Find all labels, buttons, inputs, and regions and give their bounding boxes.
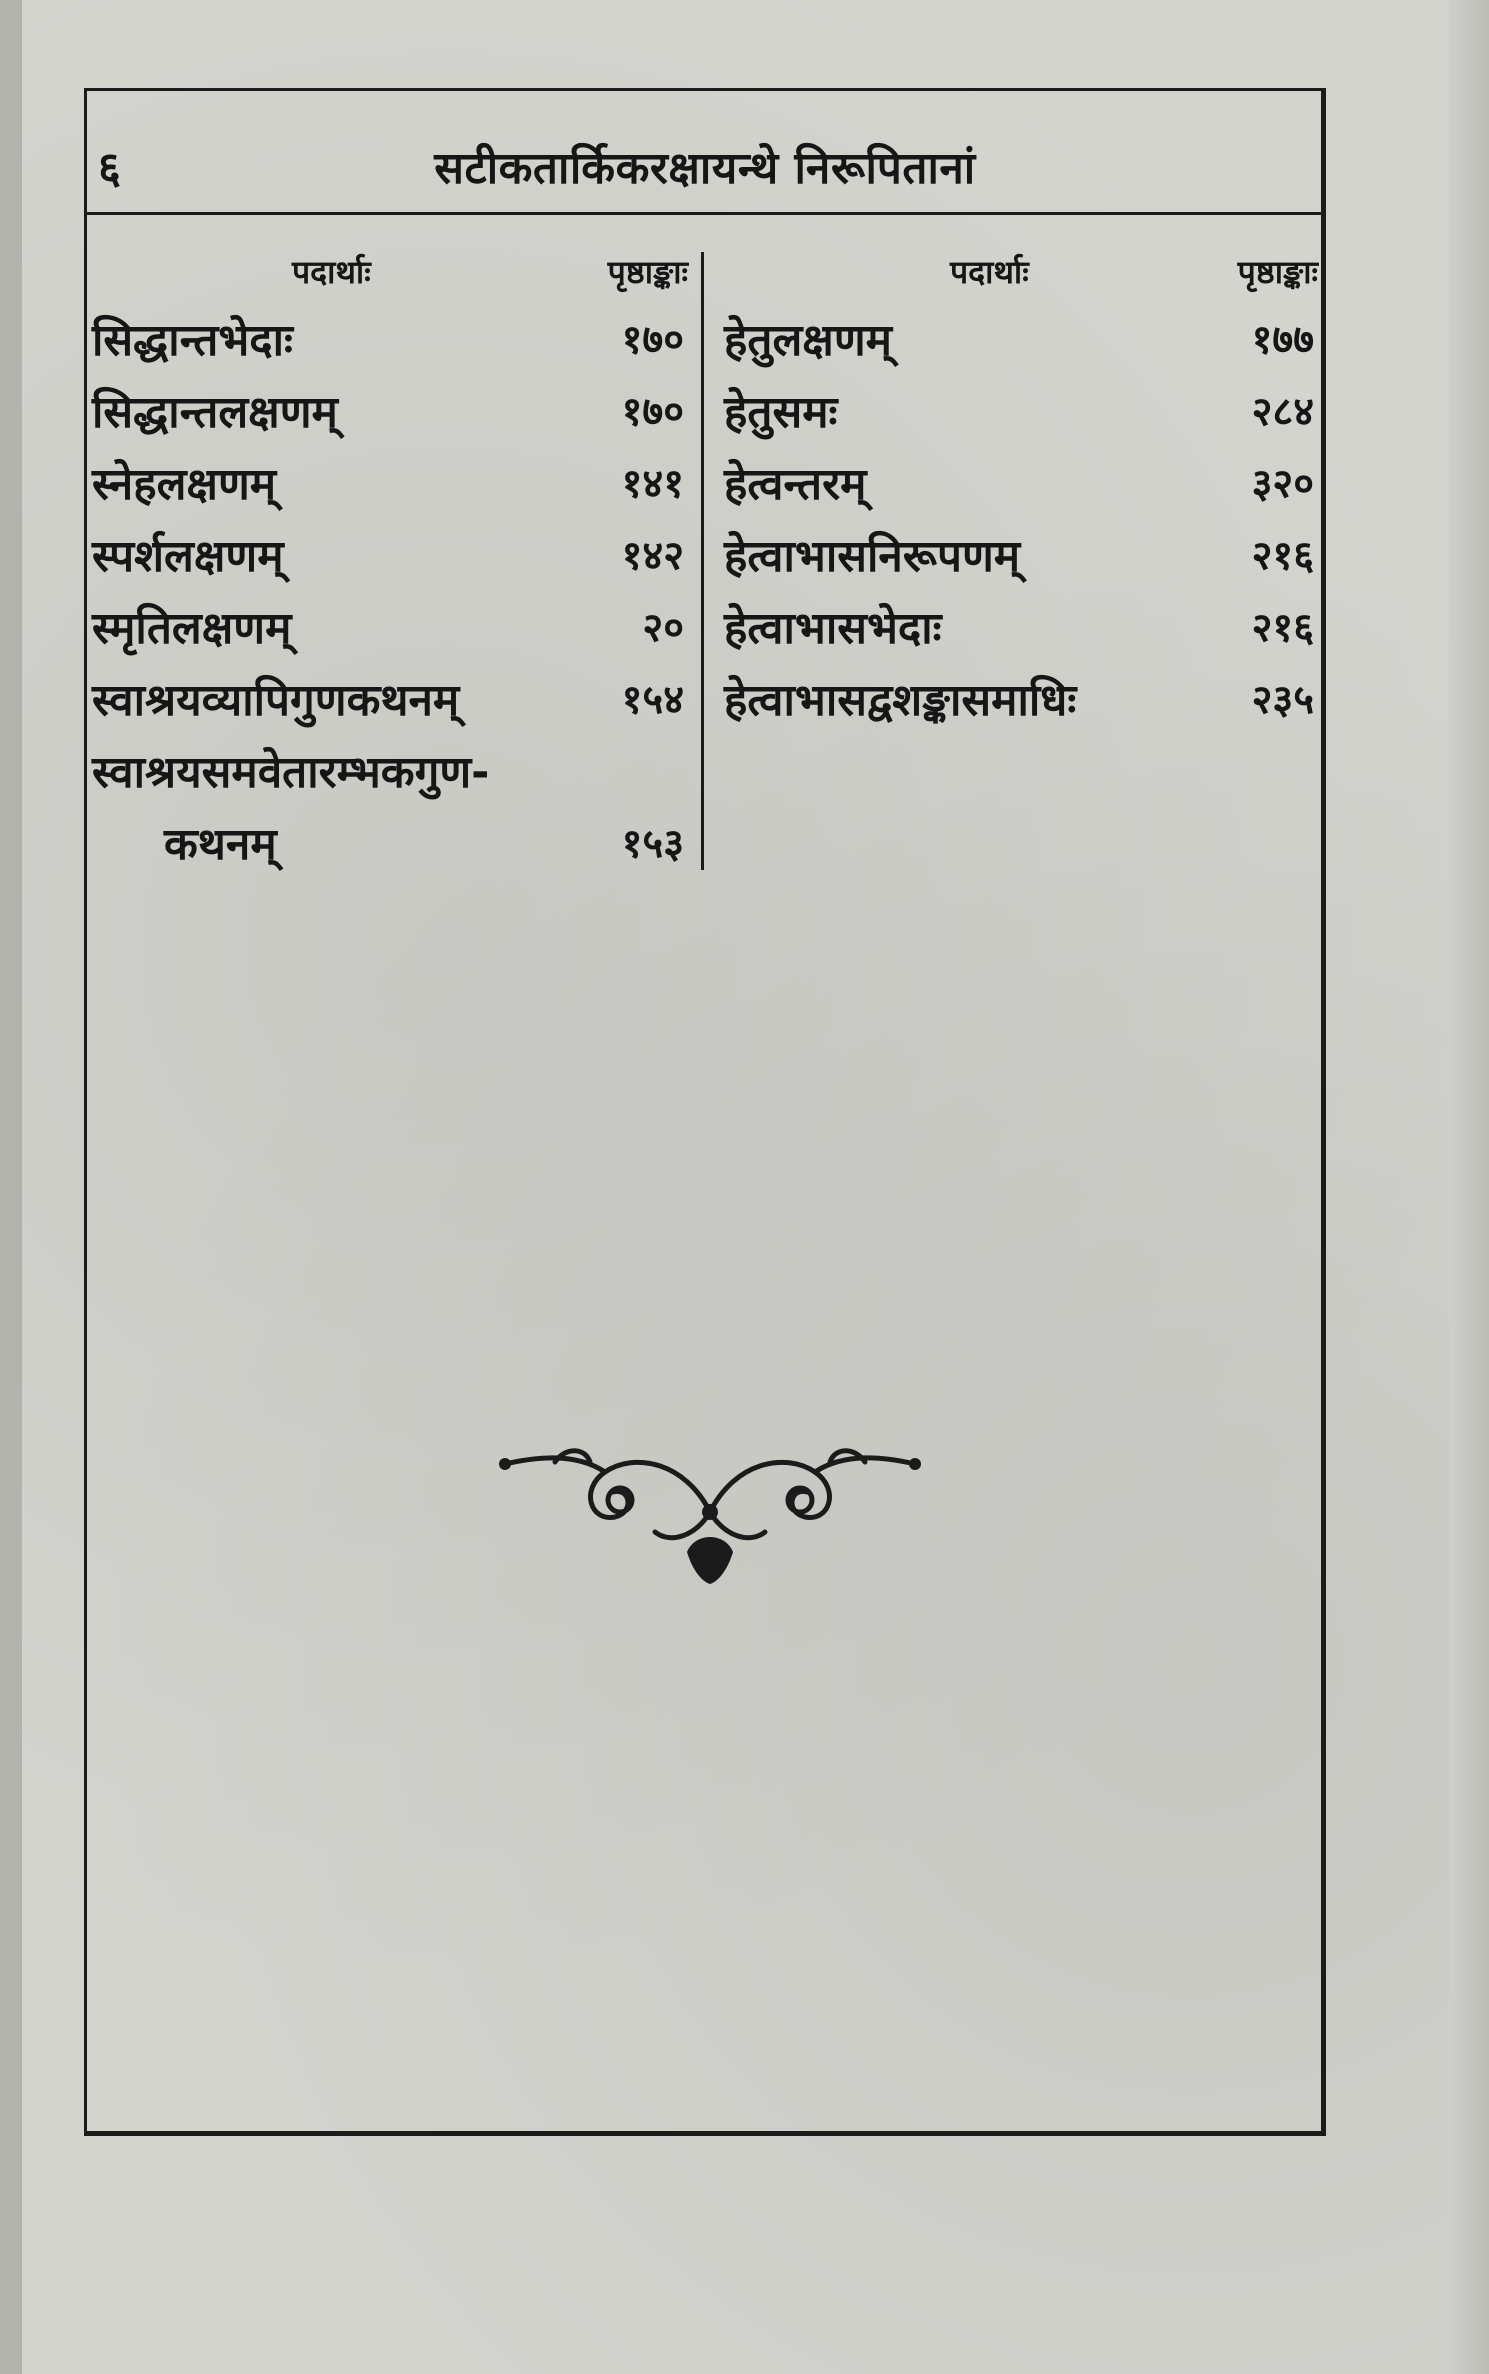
entry-page: १४२ — [621, 533, 684, 579]
index-entry — [724, 372, 1318, 444]
entry-name: कथनम् — [164, 819, 277, 870]
index-entry — [724, 588, 1318, 660]
entry-page: ३२० — [1251, 461, 1314, 507]
index-entry — [92, 372, 688, 444]
index-entry — [92, 300, 688, 372]
column-divider — [701, 252, 704, 870]
page-edge — [1449, 0, 1489, 2374]
page-number: ६ — [98, 143, 121, 194]
index-entry — [92, 588, 688, 660]
entry-name: हेतुसमः — [724, 387, 838, 438]
header-rule — [84, 212, 1326, 215]
index-entry — [92, 732, 688, 804]
entry-page: १७० — [621, 317, 684, 363]
entry-page: १५४ — [621, 677, 684, 723]
entry-name: हेत्वाभासद्वशङ्कासमाधिः — [724, 675, 1077, 726]
entry-name: स्मृतिलक्षणम् — [92, 603, 292, 654]
entry-name: स्पर्शलक्षणम् — [92, 531, 284, 582]
index-entry — [724, 444, 1318, 516]
column-heading — [724, 244, 1318, 300]
heading-pages: पृष्ठाङ्काः — [1237, 253, 1318, 291]
index-entry — [92, 660, 688, 732]
entry-name: सिद्धान्तलक्षणम् — [92, 387, 338, 438]
heading-topics: पदार्थाः — [950, 253, 1029, 291]
entry-name: हेत्वाभासभेदाः — [724, 603, 942, 654]
entry-name: हेत्वन्तरम् — [724, 459, 867, 510]
page-header — [84, 118, 1326, 208]
tailpiece-ornament — [495, 1432, 925, 1592]
entry-page: १७० — [621, 389, 684, 435]
entry-page: २३५ — [1251, 677, 1314, 723]
entry-name: हेत्वाभासनिरूपणम् — [724, 531, 1021, 582]
index-column-right — [724, 244, 1318, 732]
index-entry — [724, 300, 1318, 372]
entry-name: हेतुलक्षणम् — [724, 315, 892, 366]
entry-page: १४१ — [621, 461, 684, 507]
entry-page: १७७ — [1251, 317, 1314, 363]
entry-page: २१६ — [1251, 605, 1314, 651]
heading-topics: पदार्थाः — [292, 253, 371, 291]
heading-pages: पृष्ठाङ्काः — [607, 253, 688, 291]
entry-page: १५३ — [621, 821, 684, 867]
entry-name: स्वाश्रयसमवेतारम्भकगुण- — [92, 747, 490, 798]
index-entry-continued — [92, 804, 688, 876]
index-column-left — [92, 244, 688, 876]
entry-page: २० — [642, 605, 684, 651]
entry-name: सिद्धान्तभेदाः — [92, 315, 293, 366]
index-entry — [724, 660, 1318, 732]
index-entry — [92, 444, 688, 516]
entry-page: २८४ — [1251, 389, 1314, 435]
index-entry — [724, 516, 1318, 588]
entry-name: स्नेहलक्षणम् — [92, 459, 277, 510]
entry-name: स्वाश्रयव्यापिगुणकथनम् — [92, 675, 460, 726]
binding-edge — [0, 0, 22, 2374]
entry-page: २१६ — [1251, 533, 1314, 579]
running-title: सटीकतार्किकरक्षायन्थे निरूपितानां — [434, 143, 976, 194]
index-entry — [92, 516, 688, 588]
column-heading — [92, 244, 688, 300]
